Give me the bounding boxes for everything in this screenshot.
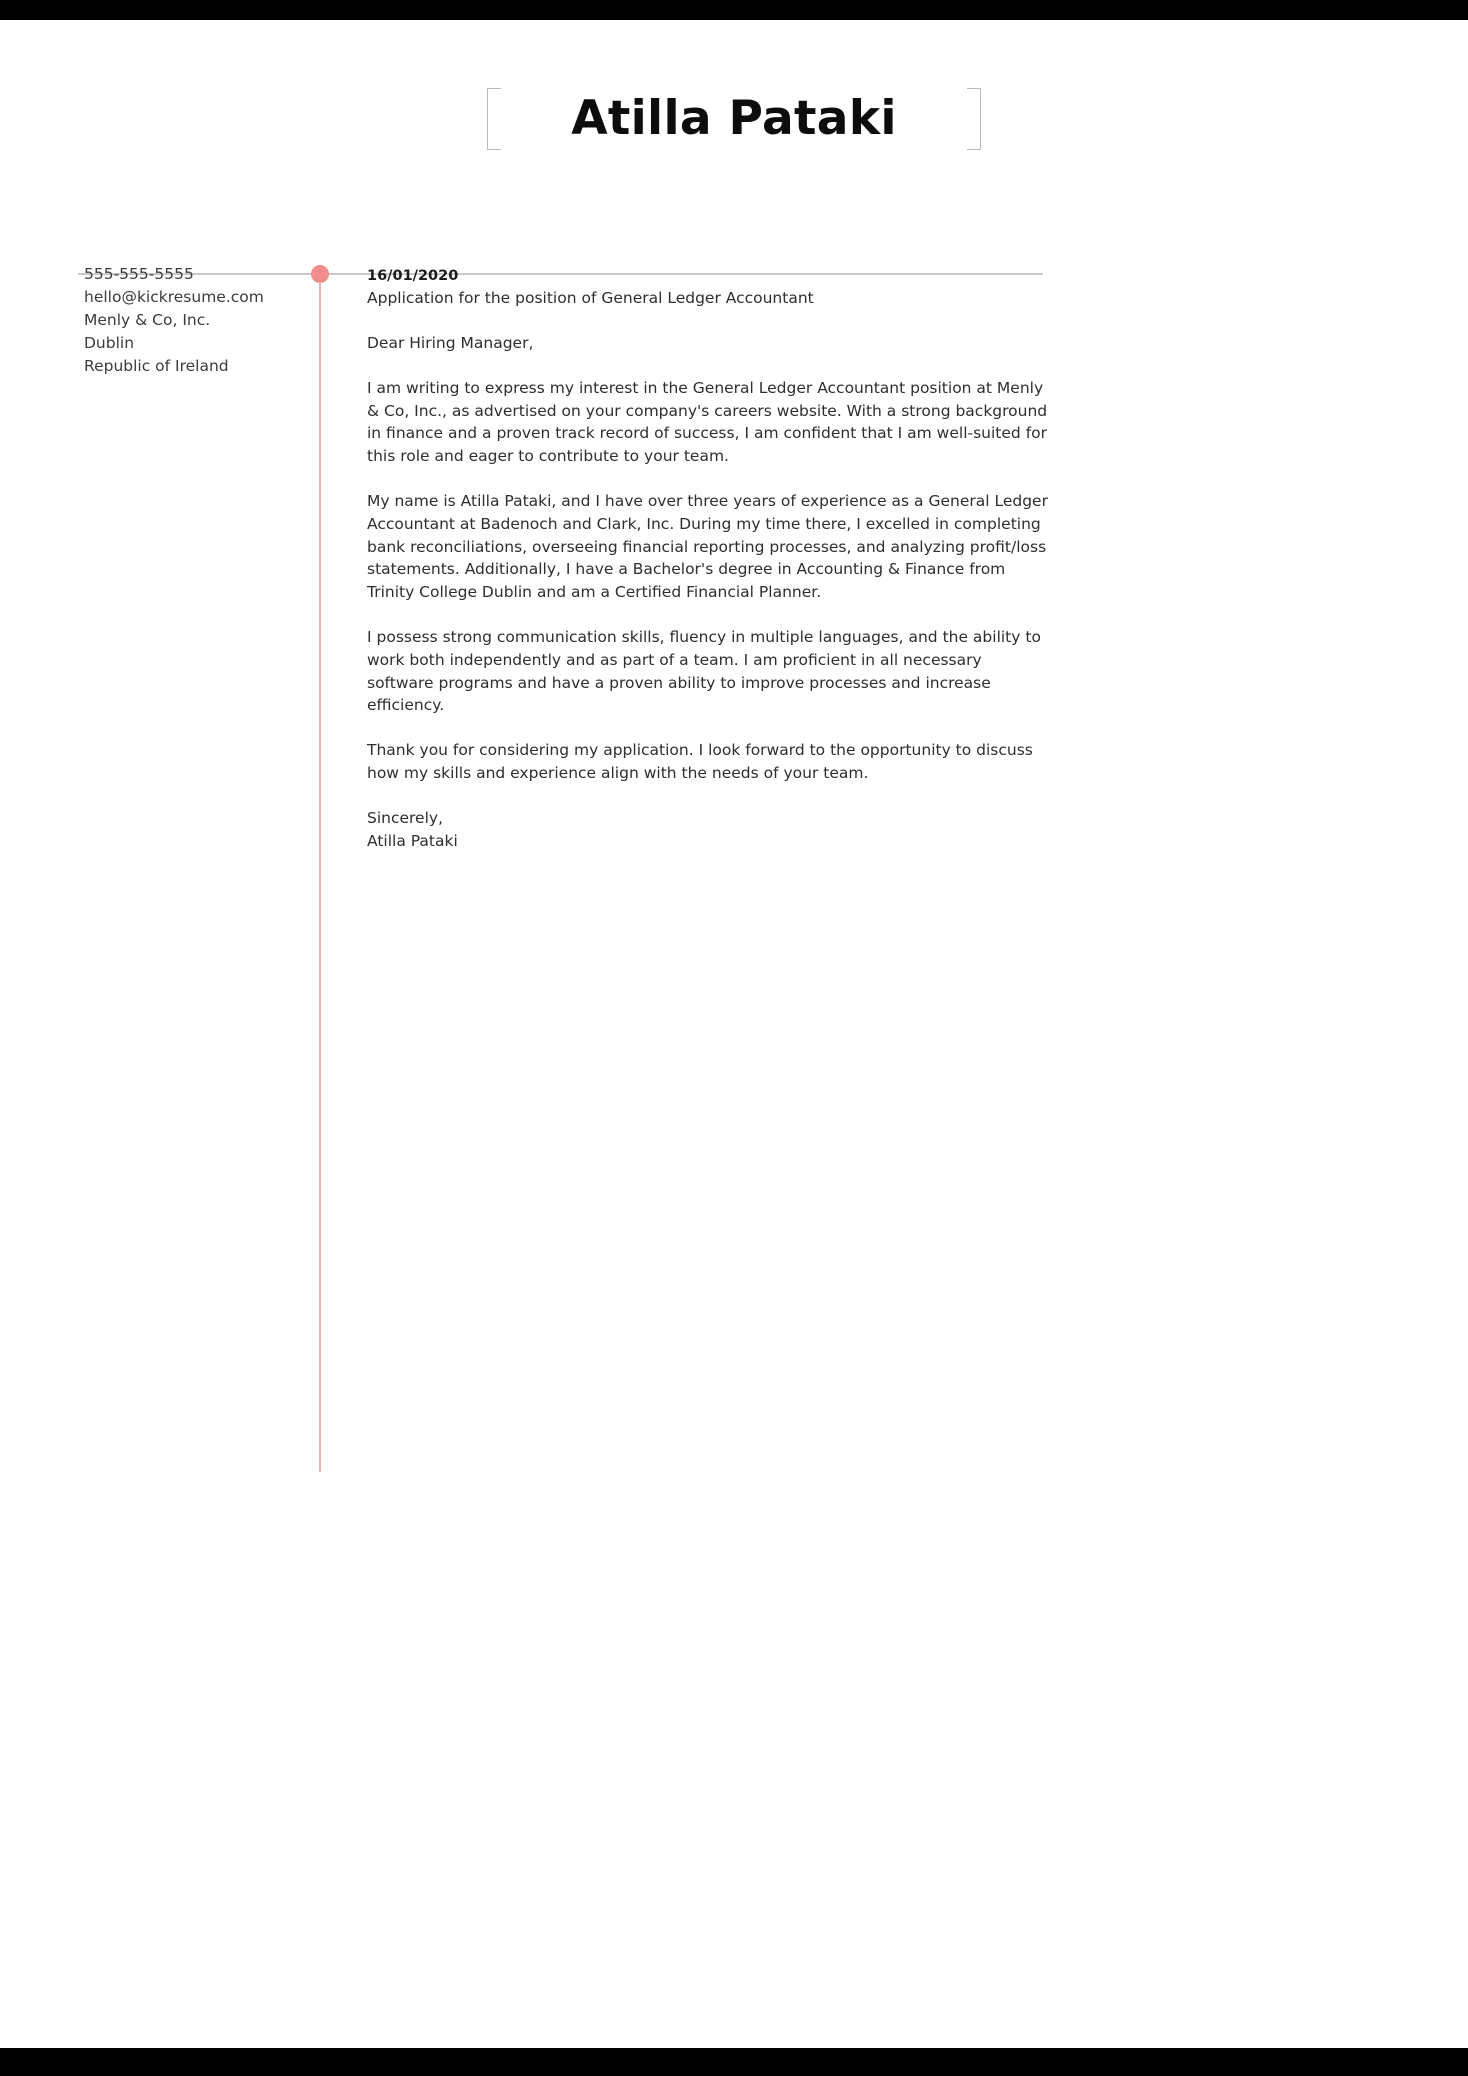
letter-closing <box>367 807 1049 853</box>
letter-salutation: Dear Hiring Manager, <box>367 334 534 352</box>
letter-body-column <box>367 265 1049 852</box>
letter-date: 16/01/2020 <box>367 268 459 284</box>
accent-dot-icon <box>311 265 329 283</box>
recipient-company: Menly & Co, Inc. <box>84 311 211 329</box>
candidate-name: Atilla Pataki <box>571 91 897 146</box>
recipient-country: Republic of Ireland <box>84 357 229 375</box>
contact-block <box>84 263 299 309</box>
bracket-corner-right-icon <box>955 88 981 150</box>
recipient-address-block <box>84 309 299 378</box>
letter-paragraph: Thank you for considering my application. I look forward to the opportunity to discuss how my skills and experience align with the needs of your team. <box>367 741 1033 782</box>
letter-subject: Application for the position of General Ledger Accountant <box>367 289 814 307</box>
letter-paragraph: I possess strong communication skills, fluency in multiple languages, and the ability to work both independently and as part of a team. I am proficient in all necessary software programs and have a proven ability to improve processes and increase efficiency. <box>367 627 1041 715</box>
name-block <box>529 80 939 158</box>
closing-salutation: Sincerely, <box>367 808 444 827</box>
vertical-accent-rule <box>319 282 321 1472</box>
contact-phone: 555-555-5555 <box>84 265 194 283</box>
letter-header <box>0 80 1468 180</box>
closing-name: Atilla Pataki <box>367 831 458 850</box>
letter-paragraph: I am writing to express my interest in the General Ledger Accountant position at Menly & Co, Inc., as advertised on your company's careers website. With a strong background in finance and a proven track record of success, I am confident that I am well-suited for this role and eager to contribute to your team. <box>367 378 1048 466</box>
letter-sheet <box>0 20 1468 2048</box>
letter-paragraph: My name is Atilla Pataki, and I have over three years of experience as a General Ledger Accountant at Badenoch and Clark, Inc. During my time there, I excelled in completing bank reconciliations, overseeing financial reporting processes, and analyzing profit/loss statements. Additionally, I have a Bachelor's degree in Accounting & Finance from Trinity College Dublin and am a Certified Financial Planner. <box>367 491 1048 602</box>
contact-email: hello@kickresume.com <box>84 288 264 306</box>
recipient-city: Dublin <box>84 334 135 352</box>
sidebar-column <box>84 263 299 378</box>
bracket-corner-left-icon <box>487 88 513 150</box>
